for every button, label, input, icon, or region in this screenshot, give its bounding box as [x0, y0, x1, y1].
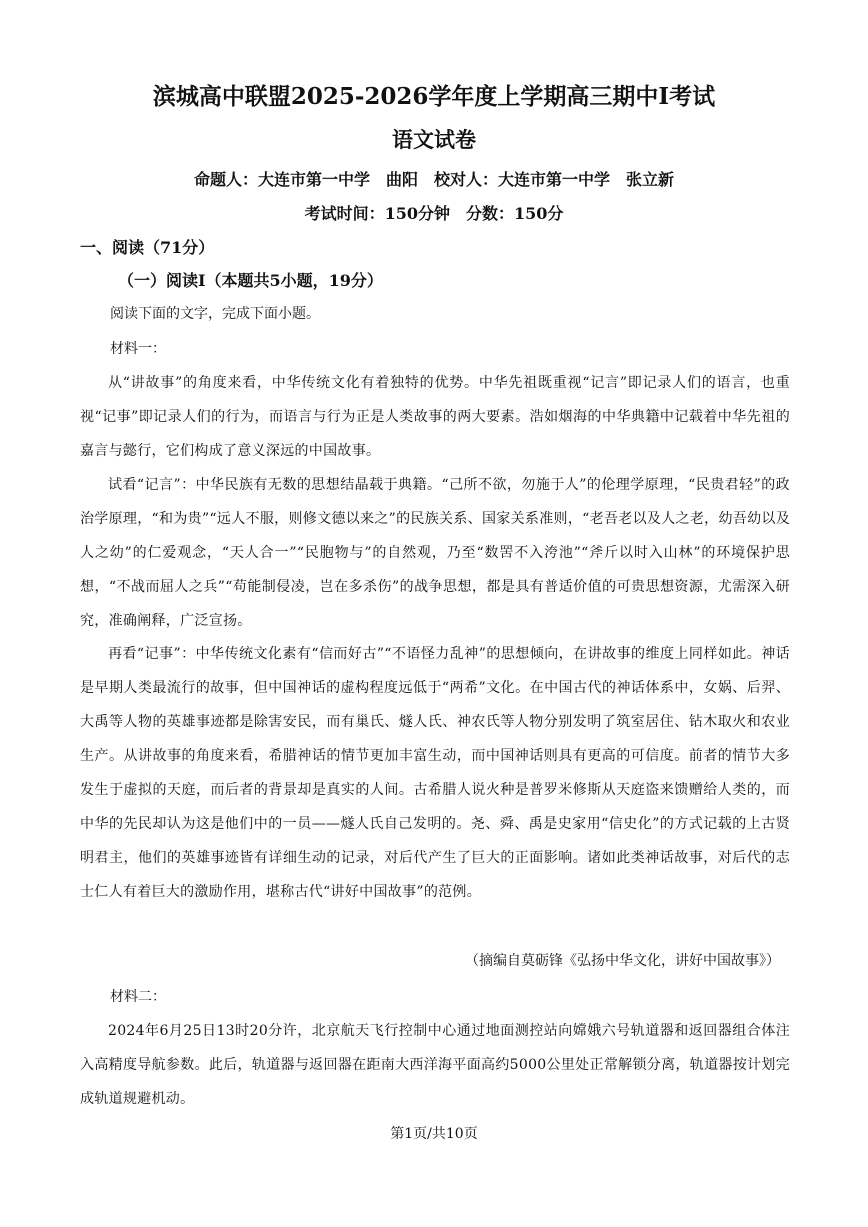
material-one-paragraph: 再看“记事”：中华传统文化素有“信而好古”“不语怪力乱神”的思想倾向，在讲故事的维度上同样如此。神话是早期人类最流行的故事，但中国神话的虚构程度远低于“两希”文化。在中国古代的神话体系中，女娲、后羿、大禹等人物的英雄事迹都是除害安民，而有巢氏、燧人氏、神农氏等人物分别发明了筑室居住、钻木取火和农业生产。从讲故事的角度来看，希腊神话的情节更加丰富生动，而中国神话则具有更高的可信度。前者的情节大多发生于虚拟的天庭，而后者的背景却是真实的人间。古希腊人说火种是普罗米修斯从天庭盗来馈赠给人类的，而中华的先民却认为这是他们中的一员——燧人氏自己发明的。尧、舜、禹是史家用“信史化”的方式记载的上古贤明君主，他们的英雄事迹皆有详细生动的记录，对后代产生了巨大的正面影响。诸如此类神话故事，对后代的志士仁人有着巨大的激励作用，堪称古代“讲好中国故事”的范例。 — [80, 646, 790, 900]
material-one-source: （摘编自莫砺锋《弘扬中华文化，讲好中国故事》） — [465, 953, 780, 969]
material-one-paragraph: 试看“记言”：中华民族有无数的思想结晶载于典籍。“己所不欲，勿施于人”的伦理学原理，“民贵君轻”的政治学原理，“和为贵”“远人不服，则修文德以来之”的民族关系、国家关系准则，“老吾老以及人之老，幼吾幼以及人之幼”的仁爱观念，“天人合一”“民胞物与”的自然观，乃至“数罟不入洿池”“斧斤以时入山林”的环境保护思想，“不战而屈人之兵”“苟能制侵凌，岂在多杀伤”的战争思想，都是具有普适价值的可贵思想资源，尤需深入研究，准确阐释，广泛宣扬。 — [80, 477, 790, 629]
section-heading: 一、阅读（71分） — [80, 238, 215, 257]
page-number: 第1页/共10页 — [390, 1126, 478, 1142]
instruction-text: 阅读下面的文字，完成下面小题。 — [110, 306, 320, 322]
exam-info-line: 考试时间：150分钟 分数：150分 — [304, 204, 564, 223]
material-one-paragraph: 从“讲故事”的角度来看，中华传统文化有着独特的优势。中华先祖既重视“记言”即记录人们的语言，也重视“记事”即记录人们的行为，而语言与行为正是人类故事的两大要素。浩如烟海的中华典籍中记载着中华先祖的嘉言与懿行，它们构成了意义深远的中国故事。 — [80, 375, 790, 459]
material-two-label: 材料二： — [110, 989, 166, 1005]
material-one-label: 材料一： — [110, 341, 166, 357]
page-title: 滨城高中联盟2025-2026学年度上学期高三期中Ⅰ考试 — [152, 83, 716, 110]
authors-line: 命题人：大连市第一中学 曲阳 校对人：大连市第一中学 张立新 — [193, 170, 674, 189]
page-subtitle: 语文试卷 — [392, 127, 476, 152]
material-two-paragraph: 2024年6月25日13时20分许，北京航天飞行控制中心通过地面测控站向嫦娥六号轨道器和返回器组合体注入高精度导航参数。此后，轨道器与返回器在距南大西洋海平面高约5000公里处正常解锁分离，轨道器按计划完成轨道规避机动。 — [80, 1023, 790, 1107]
subsection-heading: （一）阅读Ⅰ（本题共5小题，19分） — [118, 271, 383, 290]
